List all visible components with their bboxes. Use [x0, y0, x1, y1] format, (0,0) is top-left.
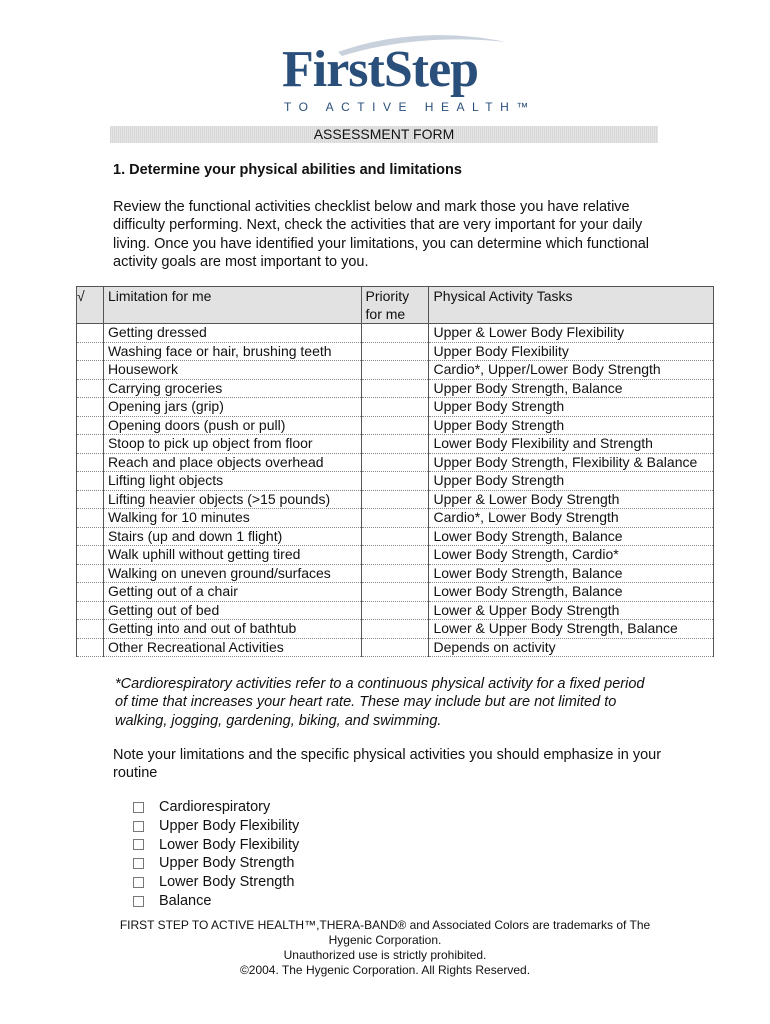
functional-activities-table: [76, 286, 714, 657]
limitation-cell: Opening doors (push or pull): [103, 416, 361, 435]
table-row: [77, 416, 714, 435]
limitation-cell: Walking for 10 minutes: [103, 509, 361, 528]
check-cell[interactable]: [77, 416, 104, 435]
cardio-footnote: *Cardiorespiratory activities refer to a continuous physical activity for a fixed period of time that increases your heart rate. These may include but are not limited to walking, jogging, gardening, biking, and swimming.: [115, 676, 645, 729]
priority-cell[interactable]: [361, 527, 429, 546]
checkbox-icon[interactable]: [133, 858, 144, 869]
table-row: [77, 324, 714, 343]
limitation-cell: Stairs (up and down 1 flight): [103, 527, 361, 546]
check-cell[interactable]: [77, 546, 104, 565]
checkbox-icon[interactable]: [133, 802, 144, 813]
table-row: [77, 398, 714, 417]
task-cell: Lower Body Strength, Balance: [429, 583, 714, 602]
priority-cell[interactable]: [361, 324, 429, 343]
limitation-cell: Washing face or hair, brushing teeth: [103, 342, 361, 361]
priority-cell[interactable]: [361, 453, 429, 472]
form-title: ASSESSMENT FORM: [110, 126, 658, 143]
table-row: [77, 583, 714, 602]
table-row: [77, 564, 714, 583]
check-cell[interactable]: [77, 601, 104, 620]
tasks-column-header: Physical Activity Tasks: [429, 287, 714, 324]
limitation-cell: Getting dressed: [103, 324, 361, 343]
priority-cell[interactable]: [361, 342, 429, 361]
task-cell: Lower Body Strength, Balance: [429, 527, 714, 546]
check-cell[interactable]: [77, 490, 104, 509]
check-cell[interactable]: [77, 620, 104, 639]
task-cell: Depends on activity: [429, 638, 714, 657]
priority-cell[interactable]: [361, 546, 429, 565]
priority-cell[interactable]: [361, 601, 429, 620]
priority-cell[interactable]: [361, 620, 429, 639]
limitation-cell: Getting into and out of bathtub: [103, 620, 361, 639]
table-row: [77, 361, 714, 380]
task-cell: Lower Body Strength, Balance: [429, 564, 714, 583]
task-cell: Upper Body Strength: [429, 398, 714, 417]
table-row: [77, 620, 714, 639]
table-row: [77, 435, 714, 454]
table-body: [77, 324, 714, 657]
limitation-cell: Opening jars (grip): [103, 398, 361, 417]
emphasis-option[interactable]: [133, 854, 299, 873]
footer-copyright: ©2004. The Hygenic Corporation. All Rights Reserved.: [239, 963, 531, 977]
limitation-cell: Other Recreational Activities: [103, 638, 361, 657]
priority-cell[interactable]: [361, 638, 429, 657]
task-cell: Upper & Lower Body Flexibility: [429, 324, 714, 343]
table-row: [77, 472, 714, 491]
table-header-row: [77, 287, 714, 324]
emphasis-option[interactable]: [133, 836, 299, 855]
priority-cell[interactable]: [361, 564, 429, 583]
limitation-cell: Lifting light objects: [103, 472, 361, 491]
limitation-column-header: Limitation for me: [103, 287, 361, 324]
intro-paragraph: Review the functional activities checklist below and mark those you have relative difficulty performing. Next, check the activities that are very important for your daily living. Once you have identified your limitations, you can determine which functional activity goals are most important to you.: [113, 199, 649, 270]
limitation-cell: Getting out of a chair: [103, 583, 361, 602]
table-row: [77, 453, 714, 472]
check-cell[interactable]: [77, 398, 104, 417]
task-cell: Cardio*, Upper/Lower Body Strength: [429, 361, 714, 380]
checkbox-icon[interactable]: [133, 896, 144, 907]
limitation-cell: Carrying groceries: [103, 379, 361, 398]
priority-cell[interactable]: [361, 509, 429, 528]
logo-tagline: TO ACTIVE HEALTH™: [284, 100, 536, 114]
emphasis-option[interactable]: [133, 873, 299, 892]
priority-cell[interactable]: [361, 416, 429, 435]
footer-unauthorized: Unauthorized use is strictly prohibited.: [283, 948, 487, 962]
table-row: [77, 379, 714, 398]
checkbox-icon[interactable]: [133, 877, 144, 888]
task-cell: Cardio*, Lower Body Strength: [429, 509, 714, 528]
emphasis-option[interactable]: [133, 798, 299, 817]
checkbox-icon[interactable]: [133, 839, 144, 850]
task-cell: Upper Body Strength: [429, 416, 714, 435]
check-cell[interactable]: [77, 638, 104, 657]
task-cell: Upper Body Strength, Flexibility & Balance: [429, 453, 714, 472]
task-cell: Lower & Upper Body Strength, Balance: [429, 620, 714, 639]
emphasis-option-label: Lower Body Flexibility: [159, 836, 300, 853]
table-row: [77, 638, 714, 657]
limitation-cell: Getting out of bed: [103, 601, 361, 620]
table-row: [77, 546, 714, 565]
emphasis-option[interactable]: [133, 817, 299, 836]
task-cell: Upper Body Flexibility: [429, 342, 714, 361]
footer-trademark: FIRST STEP TO ACTIVE HEALTH™,THERA-BAND® and Associated Colors are trademarks of The Hygenic Corporation.: [119, 918, 651, 947]
checkbox-icon[interactable]: [133, 821, 144, 832]
task-cell: Upper & Lower Body Strength: [429, 490, 714, 509]
emphasis-option[interactable]: [133, 892, 299, 911]
check-cell[interactable]: [77, 435, 104, 454]
table-row: [77, 601, 714, 620]
check-cell[interactable]: [77, 472, 104, 491]
table-row: [77, 342, 714, 361]
check-cell[interactable]: [77, 509, 104, 528]
limitation-cell: Walk uphill without getting tired: [103, 546, 361, 565]
emphasis-option-label: Cardiorespiratory: [159, 799, 271, 815]
logo-wordmark: FirstStep: [282, 41, 479, 98]
check-cell[interactable]: [77, 564, 104, 583]
check-cell[interactable]: [77, 379, 104, 398]
priority-cell[interactable]: [361, 435, 429, 454]
task-cell: Lower & Upper Body Strength: [429, 601, 714, 620]
priority-cell[interactable]: [361, 379, 429, 398]
check-cell[interactable]: [77, 361, 104, 380]
footer: [100, 918, 670, 978]
priority-cell[interactable]: [361, 472, 429, 491]
check-cell[interactable]: [77, 324, 104, 343]
limitation-cell: Reach and place objects overhead: [103, 453, 361, 472]
limitation-cell: Walking on uneven ground/surfaces: [103, 564, 361, 583]
emphasis-option-label: Lower Body Strength: [159, 874, 295, 891]
priority-cell[interactable]: [361, 398, 429, 417]
emphasis-checklist: [133, 798, 299, 911]
step-heading: 1. Determine your physical abilities and limitations: [113, 162, 462, 178]
emphasis-option-label: Upper Body Flexibility: [159, 817, 300, 834]
check-cell[interactable]: [77, 342, 104, 361]
task-cell: Upper Body Strength, Balance: [429, 379, 714, 398]
check-cell[interactable]: [77, 527, 104, 546]
limitation-cell: Stoop to pick up object from floor: [103, 435, 361, 454]
table-row: [77, 509, 714, 528]
limitation-cell: Lifting heavier objects (>15 pounds): [103, 490, 361, 509]
check-column-header: √: [77, 287, 104, 324]
priority-cell[interactable]: [361, 361, 429, 380]
check-cell[interactable]: [77, 583, 104, 602]
firststep-logo: [278, 30, 536, 122]
check-cell[interactable]: [77, 453, 104, 472]
table-row: [77, 527, 714, 546]
emphasis-option-label: Upper Body Strength: [159, 855, 295, 872]
priority-cell[interactable]: [361, 490, 429, 509]
priority-cell[interactable]: [361, 583, 429, 602]
limitation-cell: Housework: [103, 361, 361, 380]
table-row: [77, 490, 714, 509]
task-cell: Lower Body Flexibility and Strength: [429, 435, 714, 454]
task-cell: Lower Body Strength, Cardio*: [429, 546, 714, 565]
emphasis-note: Note your limitations and the specific physical activities you should emphasize in your routine: [113, 747, 662, 782]
emphasis-option-label: Balance: [159, 892, 212, 909]
task-cell: Upper Body Strength: [429, 472, 714, 491]
priority-column-header: Priority for me: [361, 287, 429, 324]
